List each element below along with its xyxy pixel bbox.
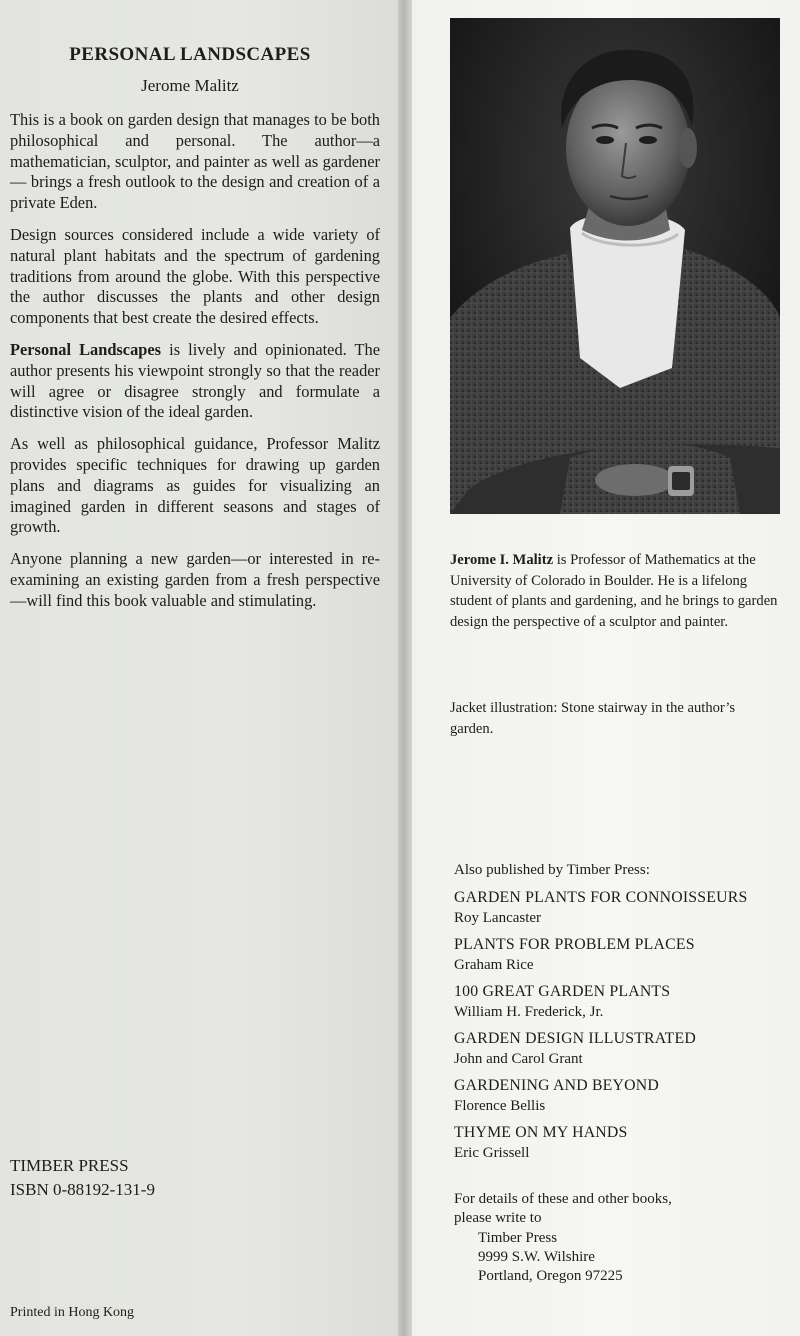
author-portrait-image	[450, 18, 780, 514]
list-item	[454, 1029, 794, 1069]
book-list-title: THYME ON MY HANDS	[454, 1124, 628, 1141]
address-line: 9999 S.W. Wilshire	[478, 1249, 595, 1265]
blurb-paragraph: Design sources considered include a wide variety of natural plant habitats and the spectrum of gardening traditions from around the globe. With this perspective the author discusses the plants and other design components that best create the desired effects.	[10, 224, 380, 328]
publisher-address	[478, 1229, 623, 1286]
details-line: please write to	[454, 1210, 542, 1226]
blurb-book-title: Personal Landscapes	[10, 339, 162, 359]
also-published-heading: Also published by Timber Press:	[454, 862, 650, 878]
book-list-title: GARDEN PLANTS FOR CONNOISSEURS	[454, 889, 748, 906]
details-line: For details of these and other books,	[454, 1191, 672, 1207]
book-list-title: GARDENING AND BEYOND	[454, 1077, 659, 1094]
blurb-paragraph: This is a book on garden design that manages to be both philosophical and personal. The author—a mathematician, sculptor, and painter as well as gardener — brings a fresh outlook to the design and creation of a private Eden.	[10, 110, 380, 213]
book-title: PERSONAL LANDSCAPES	[69, 44, 311, 65]
blurb-paragraph: Anyone planning a new garden—or interested in re-examining an existing garden from a fresh perspective—will find this book valuable and stimulating.	[10, 549, 380, 610]
book-author: Jerome Malitz	[141, 76, 239, 95]
details-note	[454, 1190, 672, 1228]
book-list	[454, 888, 794, 1170]
book-list-author: Roy Lancaster	[454, 910, 542, 926]
author-photo	[450, 18, 780, 514]
page-gutter	[398, 0, 412, 1336]
book-list-title: PLANTS FOR PROBLEM PLACES	[454, 936, 695, 953]
list-item	[454, 1076, 794, 1116]
blurb-paragraph: As well as philosophical guidance, Professor Malitz provides specific techniques for drawing up garden plans and diagrams as guides for visualizing an imagined garden in different seasons and stages of growth.	[10, 434, 380, 537]
list-item	[454, 982, 794, 1022]
address-line: Portland, Oregon 97225	[478, 1268, 623, 1284]
book-list-title: 100 GREAT GARDEN PLANTS	[454, 983, 671, 1000]
book-list-author: Florence Bellis	[454, 1098, 546, 1114]
book-list-title: GARDEN DESIGN ILLUSTRATED	[454, 1030, 696, 1047]
blurb-paragraph	[10, 340, 380, 423]
book-list-author: Graham Rice	[454, 957, 534, 973]
list-item	[454, 888, 794, 928]
bio-name: Jerome I. Malitz	[450, 552, 554, 568]
jacket-illustration-credit: Jacket illustration: Stone stairway in the author’s garden.	[450, 700, 736, 737]
book-list-author: John and Carol Grant	[454, 1051, 583, 1067]
publisher-name: TIMBER PRESS	[10, 1156, 129, 1175]
author-bio	[450, 550, 788, 632]
isbn: ISBN 0-88192-131-9	[10, 1180, 155, 1199]
list-item	[454, 935, 794, 975]
book-list-author: Eric Grissell	[454, 1145, 530, 1161]
bio-text: is Professor of Mathematics at the University of Colorado in Boulder. He is a lifelong student of plants and gardening, and he brings to garden design the perspective of a sculptor and painter.	[450, 552, 778, 630]
list-item	[454, 1123, 794, 1163]
address-line: Timber Press	[478, 1230, 558, 1246]
blurb	[10, 110, 380, 623]
printed-in: Printed in Hong Kong	[10, 1305, 135, 1320]
blurb-paragraph-text: is lively and opinionated. The author presents his viewpoint strongly so that the reader will agree or disagree strongly and formulate a distinctive vision of the ideal garden.	[10, 339, 381, 422]
book-list-author: William H. Frederick, Jr.	[454, 1004, 604, 1020]
